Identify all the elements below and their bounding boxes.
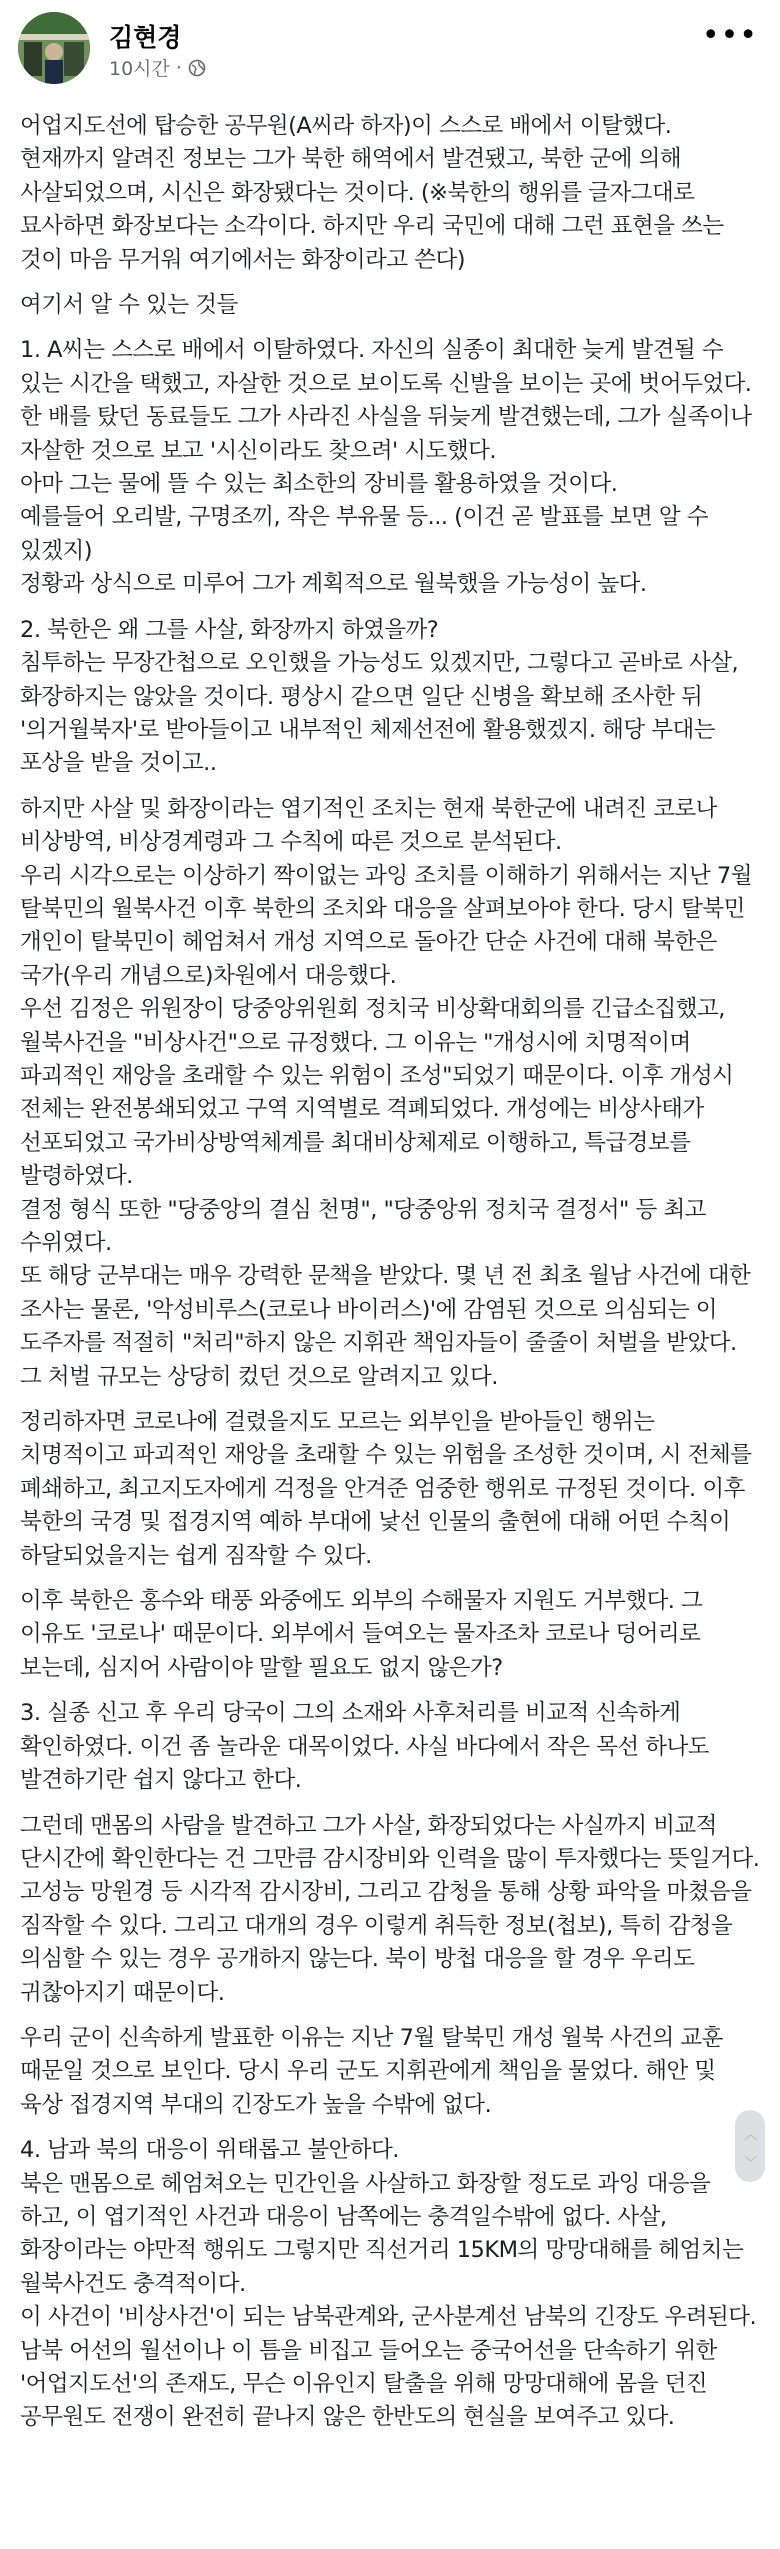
- post-paragraph: 이후 북한은 홍수와 태풍 와중에도 외부의 수해물자 지원도 거부했다. 그 이유도 '코로나' 때문이다. 외부에서 들여오는 물자조차 코로나 덩어리로 보는데, 심지어 사람이야 말할 필요도 없지 않은가?: [20, 1588, 703, 1681]
- chevron-down-icon: ﹀: [744, 2156, 758, 2171]
- post-paragraph: 어업지도선에 탑승한 공무원(A씨라 하자)이 스스로 배에서 이탈했다. 현재까지 알려진 정보는 그가 북한 해역에서 발견됐고, 북한 군에 의해 사살되었으며, 시신은 화장됐다는 것이다. (※북한의 행위를 글자그대로 묘사하면 화장보다는 소각이다. 하지만 우리 국민에 대해 그런 표현을 쓰는 것이 마음 무거워 여기에서는 화장이라고 쓴다): [20, 113, 724, 273]
- author-name[interactable]: 김현경: [109, 23, 182, 52]
- post-paragraph: 여기서 알 수 있는 것들: [20, 292, 238, 319]
- post-paragraph: 2. 북한은 왜 그를 사살, 화장까지 하였을까? 침투하는 무장간첩으로 오인했을 가능성도 있겠지만, 그렇다고 곧바로 사살, 화장하지는 않았을 것이다. 평상시 같으면 일단 신병을 확보해 조사한 뒤 '의거월북자'로 받아들이고 내부적인 체제선전에 활용했겠지. 해당 부대는 포상을 받을 것이고..: [20, 616, 739, 777]
- post-meta: [109, 54, 206, 81]
- more-horizontal-icon[interactable]: •••: [701, 18, 758, 53]
- scrollbar-thumb[interactable]: [735, 2110, 765, 2182]
- post-time[interactable]: 10시간: [109, 58, 170, 80]
- chevron-up-icon: ︿: [744, 2128, 758, 2143]
- globe-icon: [188, 59, 206, 77]
- meta-separator: ·: [175, 56, 182, 79]
- post-body: [20, 110, 762, 2447]
- post-header: [0, 0, 780, 92]
- post-paragraph: 그런데 맨몸의 사람을 발견하고 그가 사살, 화장되었다는 사실까지 비교적 단시간에 확인한다는 건 그만큼 감시장비와 인력을 많이 투자했다는 뜻일거다. 고성능 망원경 등 시각적 감시장비, 그리고 감청을 통해 상황 파악을 마쳤음을 짐작할 수 있다. 그리고 대개의 경우 이렇게 취득한 정보(첩보), 특히 감청을 의심할 수 있는 경우 공개하지 않는다. 북이 방첩 대응을 할 경우 우리도 귀찮아지기 때문이다.: [20, 1812, 760, 2006]
- post-paragraph: 3. 실종 신고 후 우리 당국이 그의 소재와 사후처리를 비교적 신속하게 확인하였다. 이건 좀 놀라운 대목이었다. 사실 바다에서 작은 목선 하나도 발견하기란 쉽지 않다고 한다.: [20, 1700, 709, 1794]
- post-paragraph: 우리 군이 신속하게 발표한 이유는 지난 7월 탈북민 개성 월북 사건의 교훈 때문일 것으로 보인다. 당시 우리 군도 지휘관에게 책임을 물었다. 해안 및 육상 접경지역 부대의 긴장도가 높을 수밖에 없다.: [20, 2024, 723, 2118]
- avatar[interactable]: [18, 12, 90, 84]
- post-paragraph: 정리하자면 코로나에 걸렸을지도 모르는 외부인을 받아들인 행위는 치명적이고 파괴적인 재앙을 초래할 수 있는 위험을 조성한 것이며, 시 전체를 폐쇄하고, 최고지도자에게 걱정을 안겨준 엄중한 행위로 규정된 것이다. 이후 북한의 국경 및 접경지역 예하 부대에 낯선 인물의 출현에 대해 어떤 수칙이 하달되었을지는 쉽게 짐작할 수 있다.: [20, 1409, 752, 1569]
- post-paragraph: 1. A씨는 스스로 배에서 이탈하였다. 자신의 실종이 최대한 늦게 발견될 수 있는 시간을 택했고, 자살한 것으로 보이도록 신발을 보이는 곳에 벗어두었다. 한 배를 탔던 동료들도 그가 사라진 사실을 뒤늦게 발견했는데, 그가 실족이나 자살한 것으로 보고 '시신이라도 찾으려' 시도했다. 아마 그는 물에 뜰 수 있는 최소한의 장비를 활용하였을 것이다. 예를들어 오리발, 구명조끼, 작은 부유물 등... (이건 곧 발표를 보면 알 수 있겠지) 정황과 상식으로 미루어 그가 계획적으로 월북했을 가능성이 높다.: [20, 337, 752, 598]
- post-paragraph: 4. 남과 북의 대응이 위태롭고 불안하다. 북은 맨몸으로 헤엄쳐오는 민간인을 사살하고 화장할 정도로 과잉 대응을 하고, 이 엽기적인 사건과 대응이 남쪽에는 충격일수밖에 없다. 사살, 화장이라는 야만적 행위도 그렇지만 직선거리 15KM의 망망대해를 헤엄치는 월북사건도 충격적이다. 이 사건이 '비상사건'이 되는 남북관계와, 군사분계선 남북의 긴장도 우려된다. 남북 어선의 월선이나 이 틈을 비집고 들어오는 중국어선을 단속하기 위한 '어업지도선'의 존재도, 무슨 이유인지 탈출을 위해 망망대해에 몸을 던진 공무원도 전쟁이 완전히 끝나지 않은 한반도의 현실을 보여주고 있다.: [20, 2137, 757, 2431]
- post-paragraph: 하지만 사살 및 화장이라는 엽기적인 조치는 현재 북한군에 내려진 코로나 비상방역, 비상경계령과 그 수칙에 따른 것으로 분석된다. 우리 시각으로는 이상하기 짝이없는 과잉 조치를 이해하기 위해서는 지난 7월 탈북민의 월북사건 이후 북한의 조치와 대응을 살펴보아야 한다. 당시 탈북민 개인이 탈북민이 헤엄쳐서 개성 지역으로 돌아간 단순 사건에 대해 북한은 국가(우리 개념으로)차원에서 대응했다. 우선 김정은 위원장이 당중앙위원회 정치국 비상확대회의를 긴급소집했고, 월북사건을 "비상사건"으로 규정했다. 그 이유는 "개성시에 치명적이며 파괴적인 재앙을 초래할 수 있는 위험이 조성"되었기 때문이다. 이후 개성시 전체는 완전봉쇄되었고 구역 지역별로 격폐되었다. 개성에는 비상사태가 선포되었고 국가비상방역체계를 최대비상체제로 이행하고, 특급경보를 발령하였다. 결정 형식 또한 "당중앙의 결심 천명", "당중앙위 정치국 결정서" 등 최고 수위였다. 또 해당 군부대는 매우 강력한 문책을 받았다. 몇 년 전 최초 월남 사건에 대한 조사는 물론, '악성비루스(코로나 바이러스)'에 감염된 것으로 의심되는 이 도주자를 적절히 "처리"하지 않은 지휘관 책임자들이 줄줄이 처벌을 받았다. 그 처벌 규모는 상당히 컸던 것으로 알려지고 있다.: [20, 795, 752, 1390]
